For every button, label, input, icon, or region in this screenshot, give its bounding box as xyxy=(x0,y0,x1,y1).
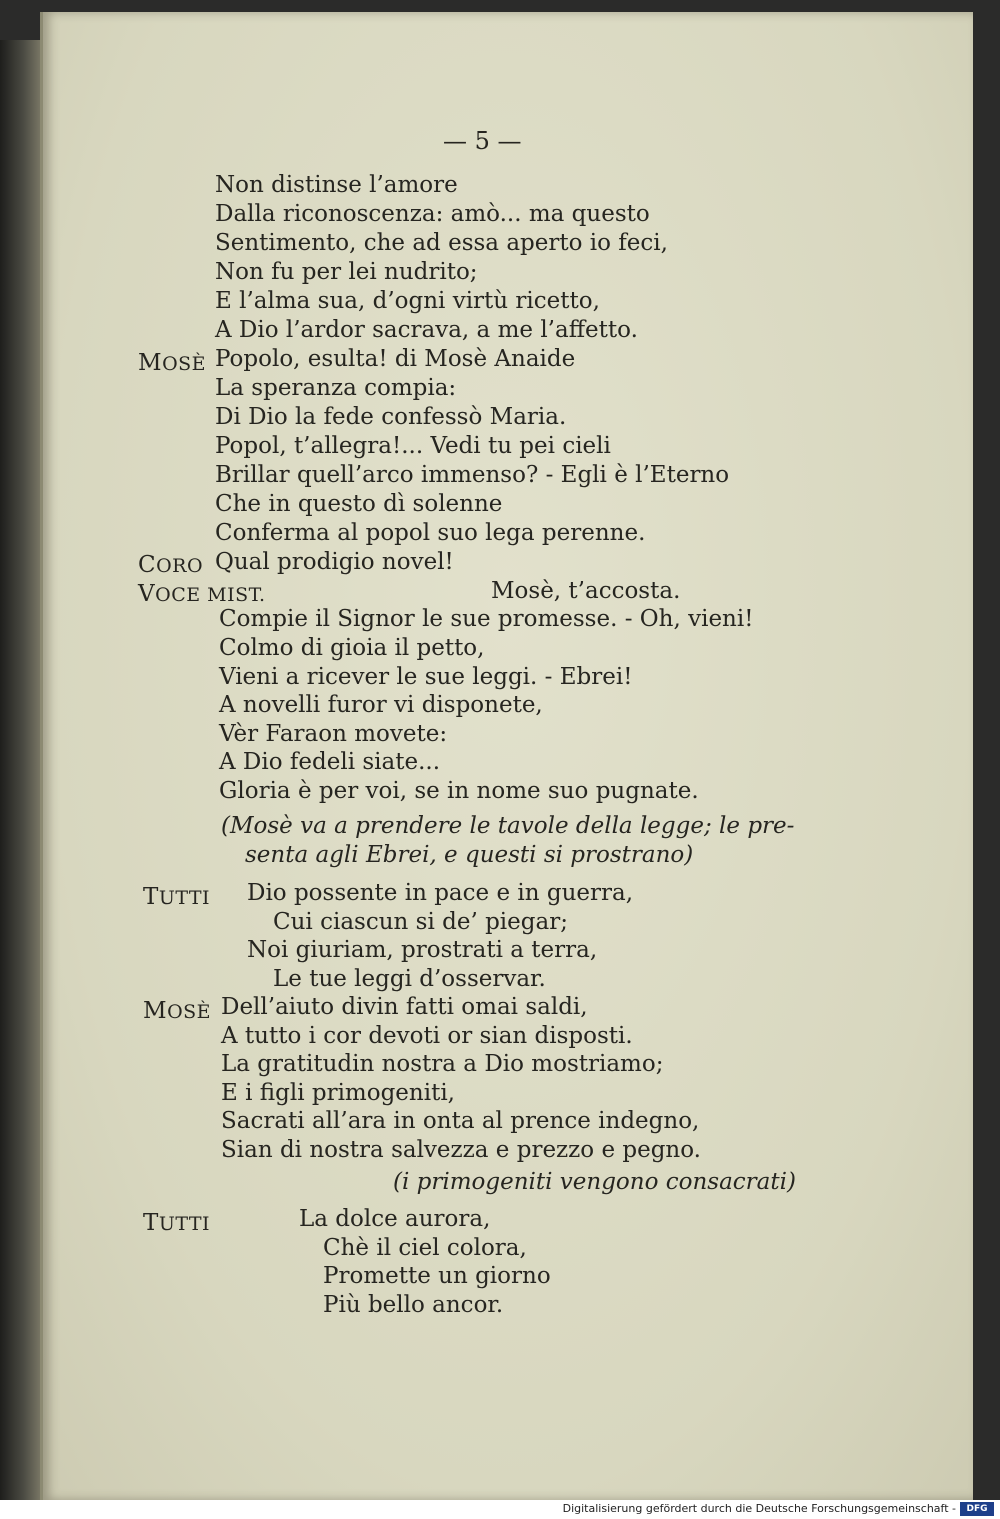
page-text xyxy=(43,12,973,1500)
stage-direction: (Mosè va a prendere le tavole della legge; le pre- xyxy=(221,813,795,839)
page-number: — 5 — xyxy=(443,127,522,155)
previous-page-edge xyxy=(0,40,42,1500)
verse-line: Sian di nostra salvezza e prezzo e pegno. xyxy=(221,1137,701,1163)
verse-line: Più bello ancor. xyxy=(323,1292,504,1318)
verse-line: Sacrati all’ara in onta al prence indegno, xyxy=(221,1108,700,1134)
stage-direction: senta agli Ebrei, e questi si prostrano) xyxy=(245,842,694,868)
verse-line: Qual prodigio novel! xyxy=(215,549,454,575)
speaker-label: TUTTI xyxy=(143,884,211,910)
verse-line: Che in questo dì solenne xyxy=(215,491,503,517)
verse-line: Dell’aiuto divin fatti omai saldi, xyxy=(221,994,588,1020)
verse-line: Vèr Faraon movete: xyxy=(219,721,448,747)
verse-line: Dio possente in pace e in guerra, xyxy=(247,880,634,906)
verse-line: A Dio l’ardor sacrava, a me l’affetto. xyxy=(215,317,638,343)
verse-line: Mosè, t’accosta. xyxy=(491,578,681,604)
verse-line: Sentimento, che ad essa aperto io feci, xyxy=(215,230,668,256)
speaker-label: VOCE MIST. xyxy=(138,581,266,607)
speaker-label: CORO xyxy=(138,552,204,578)
stage-direction: (i primogeniti vengono consacrati) xyxy=(393,1169,796,1195)
verse-line: A Dio fedeli siate... xyxy=(219,749,441,775)
speaker-label: MOSÈ xyxy=(143,998,212,1024)
verse-line: Conferma al popol suo lega perenne. xyxy=(215,520,646,546)
verse-line: Gloria è per voi, se in nome suo pugnate. xyxy=(219,778,699,804)
verse-line: E i figli primogeniti, xyxy=(221,1080,455,1106)
verse-line: La dolce aurora, xyxy=(299,1206,491,1232)
dfg-logo: DFG xyxy=(960,1502,994,1516)
funding-credit: Digitalisierung gefördert durch die Deutsche Forschungsgemeinschaft - xyxy=(562,1502,956,1515)
verse-line: Chè il ciel colora, xyxy=(323,1235,527,1261)
speaker-label: TUTTI xyxy=(143,1210,211,1236)
verse-line: Popol, t’allegra!... Vedi tu pei cieli xyxy=(215,433,611,459)
verse-line: A tutto i cor devoti or sian disposti. xyxy=(221,1023,633,1049)
verse-line: Colmo di gioia il petto, xyxy=(219,635,485,661)
verse-line: Di Dio la fede confessò Maria. xyxy=(215,404,567,430)
verse-line: La speranza compia: xyxy=(215,375,457,401)
verse-line: A novelli furor vi disponete, xyxy=(219,692,543,718)
verse-line: Compie il Signor le sue promesse. - Oh, vieni! xyxy=(219,606,754,632)
verse-line: La gratitudin nostra a Dio mostriamo; xyxy=(221,1051,664,1077)
verse-line: Le tue leggi d’osservar. xyxy=(273,966,546,992)
book-page xyxy=(40,12,973,1500)
verse-line: Promette un giorno xyxy=(323,1263,551,1289)
verse-line: Brillar quell’arco immenso? - Egli è l’Eterno xyxy=(215,462,730,488)
verse-line: Popolo, esulta! di Mosè Anaide xyxy=(215,346,576,372)
verse-line: Vieni a ricever le sue leggi. - Ebrei! xyxy=(219,664,633,690)
verse-line: Non distinse l’amore xyxy=(215,172,458,198)
verse-line: Noi giuriam, prostrati a terra, xyxy=(247,937,598,963)
verse-line: Cui ciascun si de’ piegar; xyxy=(273,909,568,935)
verse-line: E l’alma sua, d’ogni virtù ricetto, xyxy=(215,288,600,314)
verse-line: Dalla riconoscenza: amò... ma questo xyxy=(215,201,650,227)
speaker-label: MOSÈ xyxy=(138,350,207,376)
verse-line: Non fu per lei nudrito; xyxy=(215,259,478,285)
footer-bar xyxy=(0,1500,1000,1519)
